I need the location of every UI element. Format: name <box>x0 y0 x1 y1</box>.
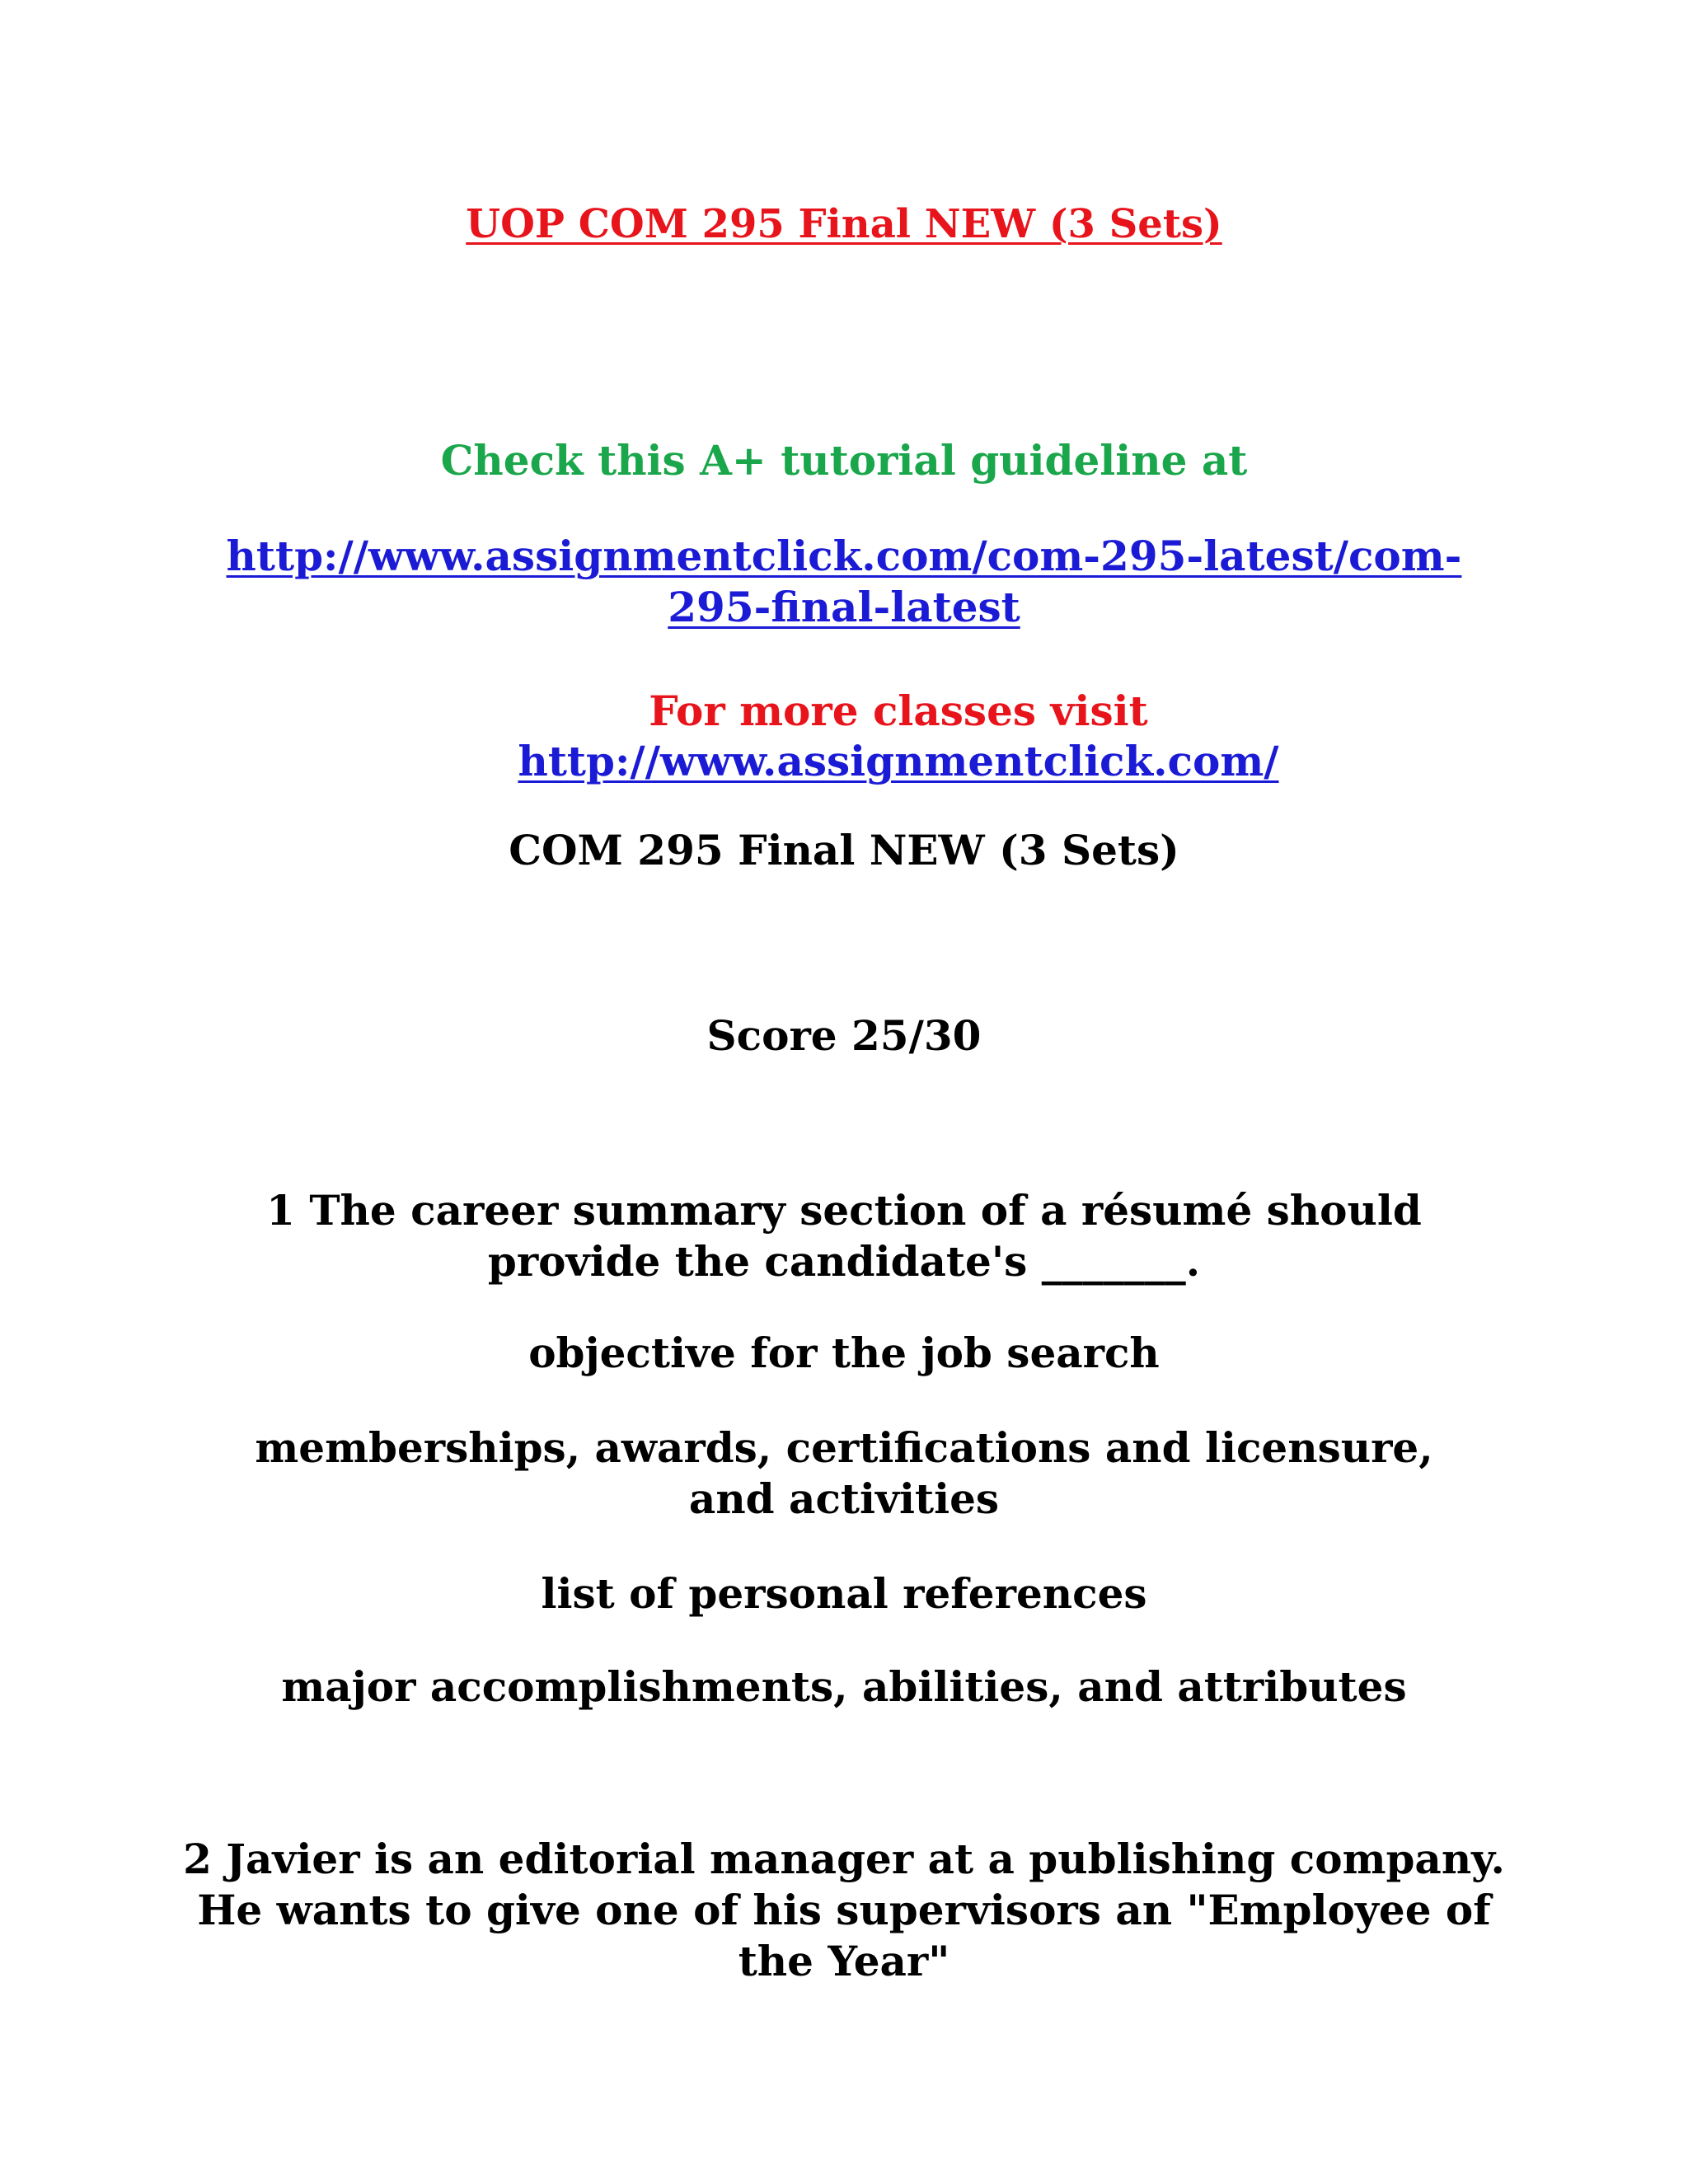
score-text: Score 25/30 <box>706 1011 982 1060</box>
tutorial-url-link[interactable]: http://www.assignmentclick.com/com-295-latest/com-295-final-latest <box>226 532 1462 631</box>
course-title: COM 295 Final NEW (3 Sets) <box>509 826 1179 874</box>
question-1-option-4: major accomplishments, abilities, and attributes <box>281 1662 1407 1711</box>
check-tutorial-text: Check this A+ tutorial guideline at <box>440 436 1248 485</box>
question-2-text: 2 Javier is an editorial manager at a publishing company. He wants to give one of his supervisors an "Employee of the Year" <box>183 1835 1505 1985</box>
question-1-option-1: objective for the job search <box>528 1329 1160 1377</box>
site-url-link[interactable]: http://www.assignmentclick.com/ <box>518 737 1279 785</box>
question-1-option-3: list of personal references <box>541 1569 1147 1618</box>
question-1-text: 1 The career summary section of a résumé should provide the candidate's _______. <box>266 1186 1422 1286</box>
title-link[interactable]: UOP COM 295 Final NEW (3 Sets) <box>466 201 1222 247</box>
question-1-option-2: memberships, awards, certifications and licensure, and activities <box>255 1423 1433 1523</box>
more-classes-text: For more classes visit <box>649 687 1148 735</box>
